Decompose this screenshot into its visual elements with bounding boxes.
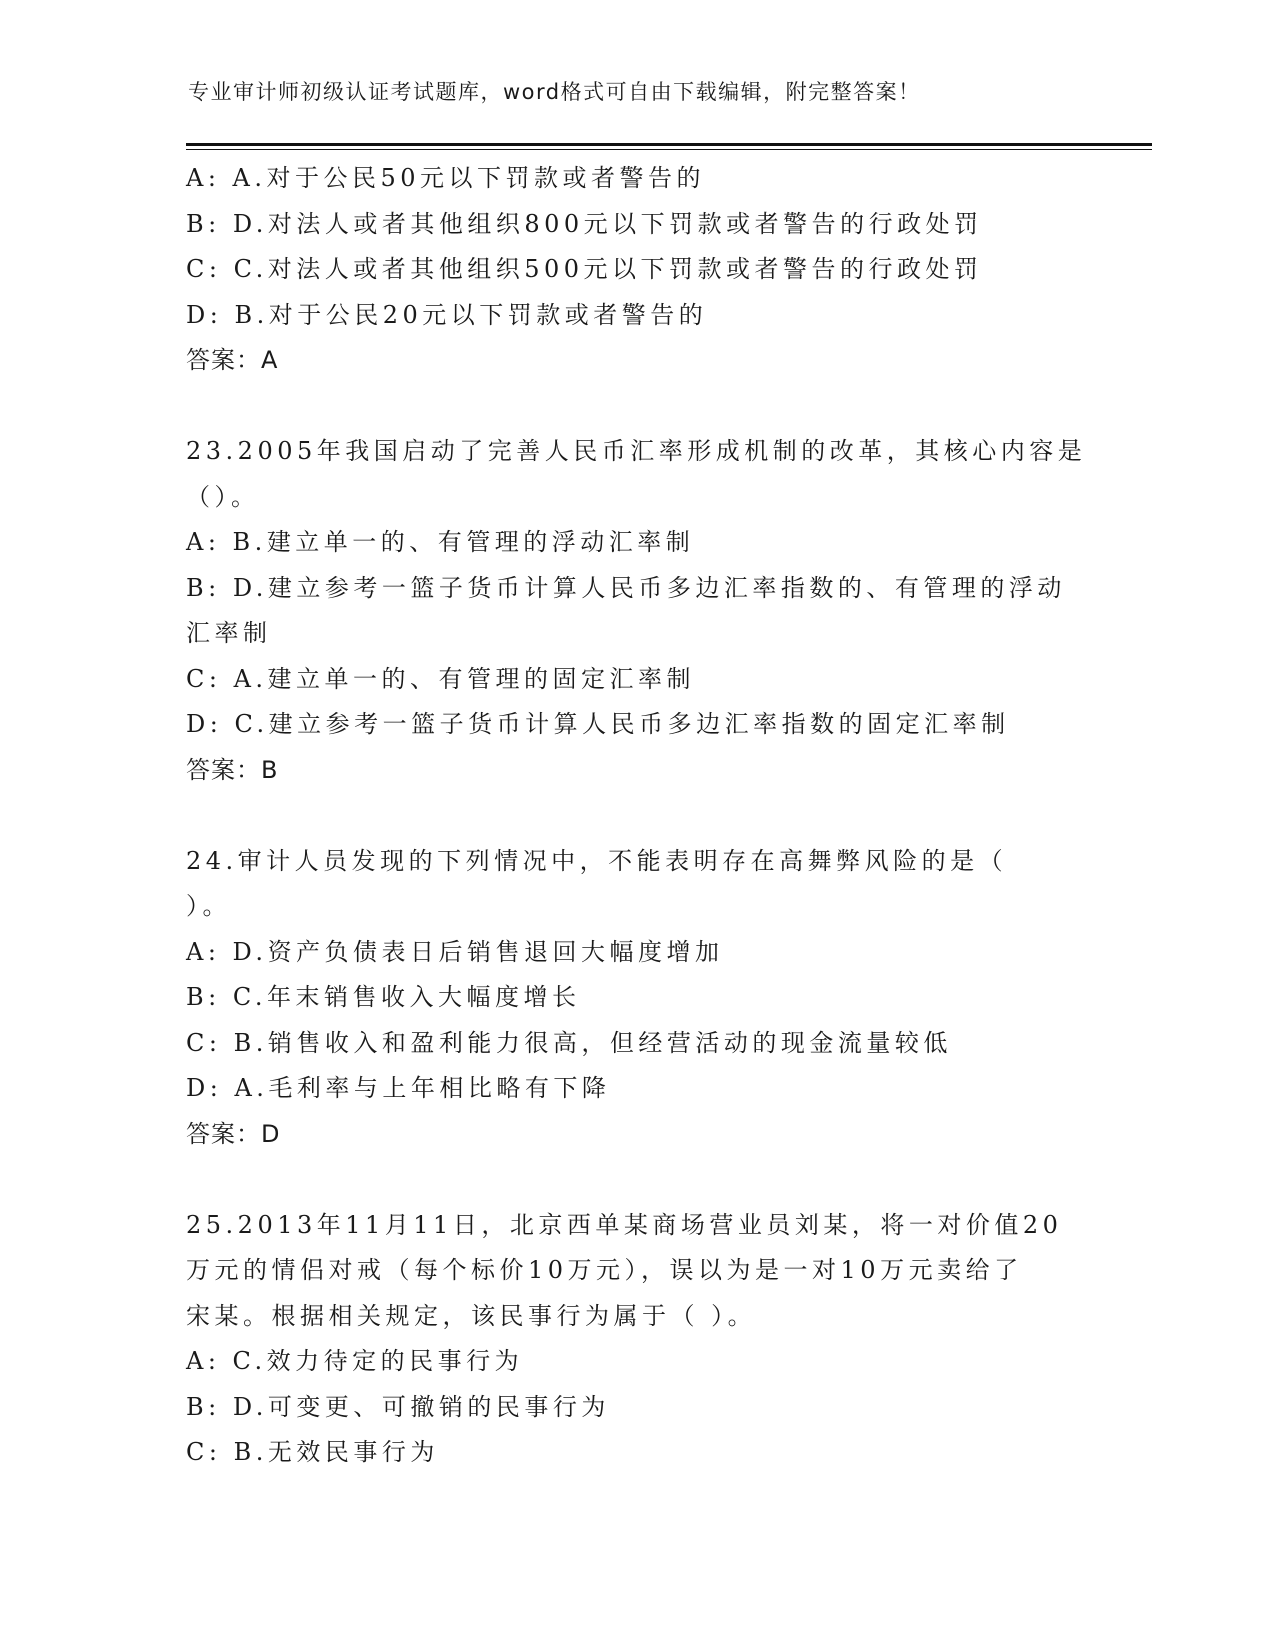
question-24-block [186,839,1086,1158]
answer-line: 答案：B [186,755,279,784]
option-a: A: D.资产负债表日后销售退回大幅度增加 [186,937,724,966]
option-b: B: D.建立参考一篮子货币计算人民币多边汇率指数的、有管理的浮动 [186,573,1066,602]
question-text-line: ）。 [186,892,231,920]
spacer [186,384,1086,430]
question-text-line: （）。 [186,482,260,511]
option-a: A: C.效力待定的民事行为 [186,1347,524,1375]
option-c: C: B.销售收入和盈利能力很高，但经营活动的现金流量较低 [186,1028,952,1057]
question-25-block [186,1203,1086,1476]
question-22-block [186,156,1086,384]
option-b: B: C.年末销售收入大幅度增长 [186,983,581,1011]
question-text-line: 万元的情侣对戒（每个标价10万元），误以为是一对10万元卖给了 [186,1256,1023,1284]
option-d: D: B.对于公民20元以下罚款或者警告的 [186,300,708,329]
header-rule-thin [186,149,1152,150]
option-c: C: C.对法人或者其他组织500元以下罚款或者警告的行政处罚 [186,255,983,283]
header-rule-thick [186,143,1152,146]
question-23-block [186,429,1086,793]
question-text-line: 宋某。根据相关规定，该民事行为属于（ ）。 [186,1301,757,1330]
option-c: C: B.无效民事行为 [186,1438,439,1466]
page-header: 专业审计师初级认证考试题库，word格式可自由下载编辑，附完整答案！ [188,80,921,104]
option-b: B: D.对法人或者其他组织800元以下罚款或者警告的行政处罚 [186,209,983,238]
option-d: D: C.建立参考一篮子货币计算人民币多边汇率指数的固定汇率制 [186,710,1010,738]
question-text-line: 24.审计人员发现的下列情况中，不能表明存在高舞弊风险的是（ [186,846,1008,875]
spacer [186,793,1086,839]
answer-line: 答案：D [186,1119,281,1148]
option-c: C: A.建立单一的、有管理的固定汇率制 [186,664,696,693]
answer-line: 答案：A [186,346,279,374]
question-text-line: 23.2005年我国启动了完善人民币汇率形成机制的改革，其核心内容是 [186,437,1087,465]
option-a: A: A.对于公民50元以下罚款或者警告的 [186,164,706,192]
option-a: A: B.建立单一的、有管理的浮动汇率制 [186,528,695,556]
option-b: B: D.可变更、可撤销的民事行为 [186,1392,610,1421]
option-b-continued: 汇率制 [186,619,272,647]
option-d: D: A.毛利率与上年相比略有下降 [186,1074,611,1102]
spacer [186,1157,1086,1203]
question-text-line: 25.2013年11月11日，北京西单某商场营业员刘某，将一对价值20 [186,1210,1063,1239]
document-body [186,156,1086,1476]
